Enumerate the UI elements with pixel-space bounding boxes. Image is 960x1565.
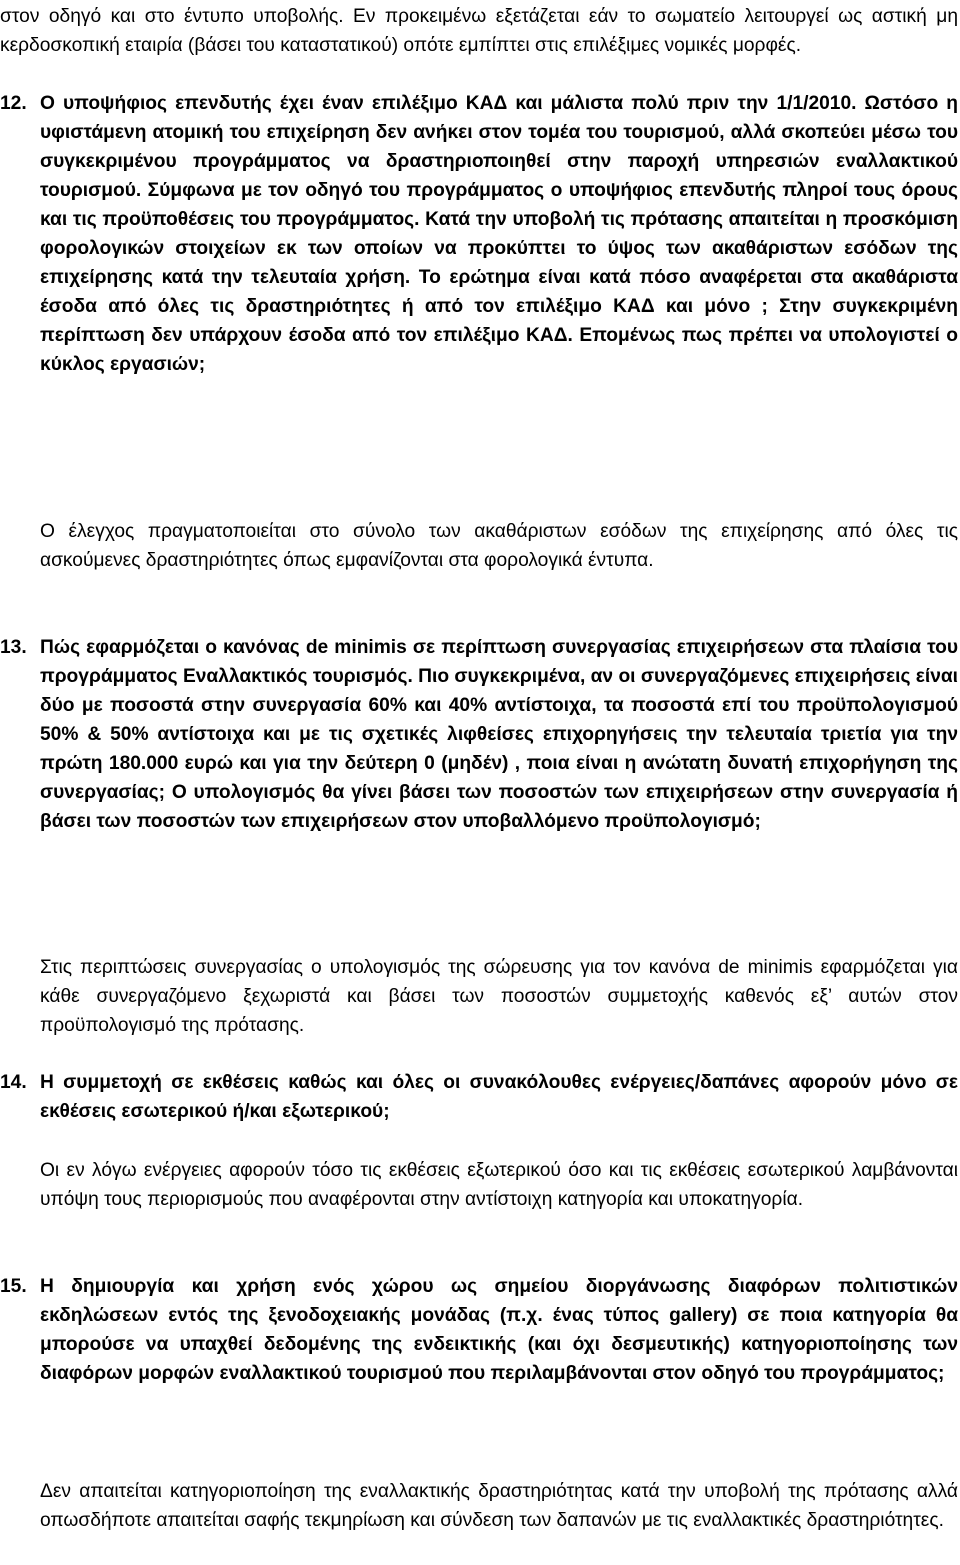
item-number-12: 12. [0, 93, 27, 114]
answer-13: Στις περιπτώσεις συνεργασίας ο υπολογισμός της σώρευσης για τον κανόνα de minimis εφαρμόζεται για κάθε συνεργαζόμενο ξεχωριστά και βάσει των ποσοστών συμμετοχής καθενός εξ’ αυτών στον προϋπολογισμό της πρότασης. [40, 957, 958, 1036]
item-number-15: 15. [0, 1276, 27, 1297]
item-number-14: 14. [0, 1072, 27, 1093]
item-number-13: 13. [0, 637, 27, 658]
intro-paragraph: στον οδηγό και στο έντυπο υποβολής. Εν προκειμένω εξετάζεται εάν το σωματείο λειτουργεί ως αστική μη κερδοσκοπική εταιρία (βάσει του καταστατικού) οπότε εμπίπτει στις επιλέξιμες νομικές μορφές. [0, 6, 958, 56]
answer-15: Δεν απαιτείται κατηγοριοποίηση της εναλλακτικής δραστηριότητας κατά την υποβολή της πρότασης αλλά οπωσδήποτε απαιτείται σαφής τεκμηρίωση και σύνδεση των δαπανών με τις εναλλακτικές δραστηριότητες. [40, 1481, 958, 1531]
answer-12: Ο έλεγχος πραγματοποιείται στο σύνολο των ακαθάριστων εσόδων της επιχείρησης από όλες τις ασκούμενες δραστηριότητες όπως εμφανίζονται στα φορολογικά έντυπα. [40, 521, 958, 571]
question-13: Πώς εφαρμόζεται ο κανόνας de minimis σε περίπτωση συνεργασίας επιχειρήσεων στα πλαίσια του προγράμματος Εναλλακτικός τουρισμός. Πιο συγκεκριμένα, αν οι συνεργαζόμενες επιχειρήσεις είναι δύο με ποσοστά στην συνεργασία 60% και 40% αντίστοιχα, τα ποσοστά επί του προϋπολογισμού 50% & 50% αντίστοιχα και με τις σχετικές λιφθείσες επιχορηγήσεις την τελευταία τριετία για την πρώτη 180.000 ευρώ και για την δεύτερη 0 (μηδέν) , ποια είναι η ανώτατη δυνατή επιχορήγηση της συνεργασίας; Ο υπολογισμός θα γίνει βάσει των ποσοστών των επιχειρήσεων στην συνεργασία ή βάσει των ποσοστών των επιχειρήσεων στον υποβαλλόμενο προϋπολογισμό; [40, 637, 958, 832]
question-15: Η δημιουργία και χρήση ενός χώρου ως σημείου διοργάνωσης διαφόρων πολιτιστικών εκδηλώσεων εντός της ξενοδοχειακής μονάδας (π.χ. ένας τύπος gallery) σε ποια κατηγορία θα μπορούσε να υπαχθεί δεδομένης της ενδεικτικής (και όχι δεσμευτικής) κατηγοριοποίησης των διαφόρων μορφών εναλλακτικού τουρισμού που περιλαμβάνονται στον οδηγό του προγράμματος; [40, 1276, 958, 1384]
question-14: Η συμμετοχή σε εκθέσεις καθώς και όλες οι συνακόλουθες ενέργειες/δαπάνες αφορούν μόνο σε εκθέσεις εσωτερικού ή/και εξωτερικού; [40, 1072, 958, 1122]
question-12: Ο υποψήφιος επενδυτής έχει έναν επιλέξιμο ΚΑΔ και μάλιστα πολύ πριν την 1/1/2010. Ωστόσο η υφιστάμενη ατομική του επιχείρηση δεν ανήκει στον τομέα του τουρισμού, αλλά σκοπεύει μέσω του συγκεκριμένου προγράμματος να δραστηριοποιηθεί στην παροχή υπηρεσιών εναλλακτικού τουρισμού. Σύμφωνα με τον οδηγό του προγράμματος ο υποψήφιος επενδυτής πληροί τους όρους και τις προϋποθέσεις του προγράμματος. Κατά την υποβολή τις πρότασης απαιτείται η προσκόμιση φορολογικών στοιχείων εκ των οποίων να προκύπτει το ύψος των ακαθάριστων εσόδων της επιχείρησης κατά την τελευταία χρήση. Το ερώτημα είναι κατά πόσο αναφέρεται στα ακαθάριστα έσοδα από όλες τις δραστηριότητες ή από τον επιλέξιμο ΚΑΔ και μόνο ; Στην συγκεκριμένη περίπτωση δεν υπάρχουν έσοδα από τον επιλέξιμο ΚΑΔ. Επομένως πως πρέπει να υπολογιστεί ο κύκλος εργασιών; [40, 93, 958, 375]
answer-14: Οι εν λόγω ενέργειες αφορούν τόσο τις εκθέσεις εξωτερικού όσο και τις εκθέσεις εσωτερικού λαμβάνονται υπόψη τους περιορισμούς που αναφέρονται στην αντίστοιχη κατηγορία και υποκατηγορία. [40, 1160, 958, 1210]
